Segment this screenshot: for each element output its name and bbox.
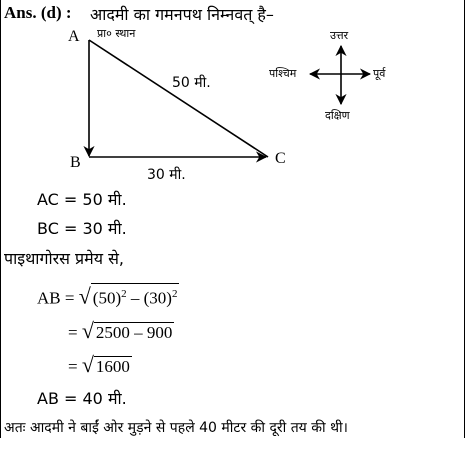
path-ac-line	[89, 40, 268, 157]
given-bc: BC = 30 मी.	[37, 219, 127, 238]
result-line: AB = 40 मी.	[37, 389, 127, 408]
point-a-label: A	[68, 28, 80, 45]
start-place-label: प्रा० स्थान	[97, 27, 136, 40]
compass-south-label: दक्षिण	[325, 109, 350, 122]
ac-length-label: 50 मी.	[172, 75, 211, 91]
point-b-label: B	[70, 154, 81, 171]
radicand-2: 2500 – 900	[95, 323, 173, 342]
given-ac: AC = 50 मी.	[37, 190, 127, 209]
sqrt-symbol: √	[81, 352, 94, 377]
radicand-3: 1600	[95, 357, 130, 376]
calc-line-1	[37, 283, 179, 309]
calc-lhs: AB =	[37, 288, 75, 308]
radicand-1: $(50)^2 - (30)^2$	[91, 283, 180, 309]
sqrt-symbol: √	[78, 283, 91, 309]
bc-length-label: 30 मी.	[147, 167, 186, 183]
point-c-label: C	[275, 150, 286, 167]
conclusion-line: अतः आदमी ने बाईं ओर मुड़ने से पहले 40 मीटर की दूरी तय की थी।	[4, 420, 348, 436]
answer-label: Ans. (d) :	[4, 3, 72, 22]
theorem-line: पाइथागोरस प्रमेय से,	[4, 249, 124, 268]
calc-line-3: = √ 1600	[68, 352, 130, 377]
compass-east-label: पूर्व	[373, 67, 386, 80]
intro-text: आदमी का गमनपथ निम्नवत् है–	[90, 5, 274, 24]
sqrt-symbol: √	[81, 318, 94, 343]
calc-line-2: = √ 2500 – 900	[68, 318, 173, 343]
compass-north-label: उत्तर	[330, 29, 349, 42]
compass-west-label: पश्चिम	[269, 67, 297, 80]
